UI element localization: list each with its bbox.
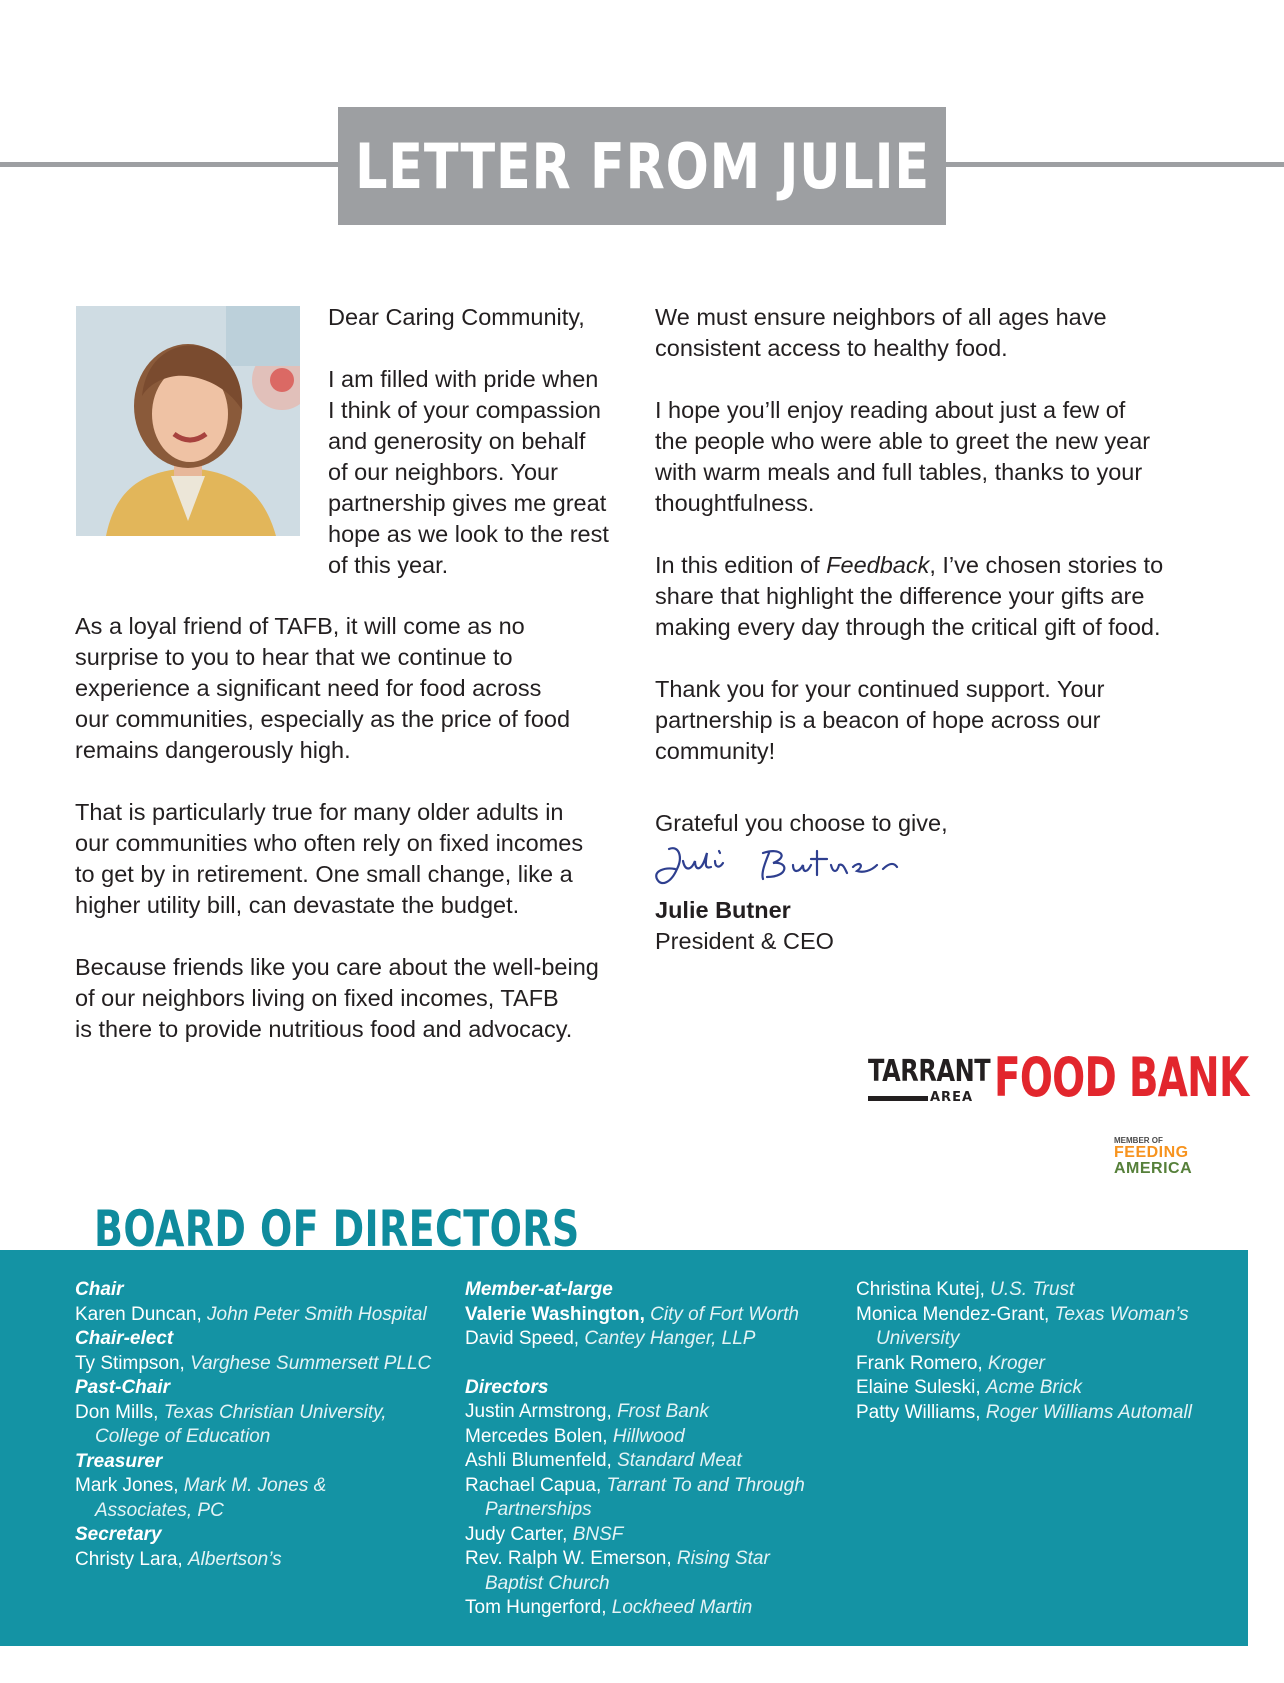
member-name: Tom Hungerford — [465, 1597, 602, 1618]
header-rule-right — [944, 162, 1284, 167]
separator: , — [562, 1523, 573, 1545]
letter-intro — [328, 302, 638, 612]
board-role: Chair-elect — [75, 1328, 174, 1349]
paragraph-thanks — [655, 674, 1215, 767]
fa-member-text: MEMBER OF — [1114, 1136, 1163, 1145]
board-member-org-continued — [856, 1327, 1236, 1352]
separator: , — [601, 1597, 612, 1618]
signature-graphic — [649, 839, 929, 895]
signer-title: President & CEO — [655, 928, 834, 954]
line: hope as we look to the rest — [328, 521, 609, 547]
board-member — [75, 1303, 435, 1328]
board-member — [465, 1400, 825, 1425]
line: I hope you’ll enjoy reading about just a few of — [655, 397, 1126, 423]
board-member — [75, 1548, 435, 1573]
line: surprise to you to hear that we continue to — [75, 644, 513, 670]
member-name: Ashli Blumenfeld — [465, 1450, 607, 1471]
member-name: Christy Lara — [75, 1548, 178, 1570]
line: with warm meals and full tables, thanks to your — [655, 459, 1143, 485]
portrait-photo — [76, 306, 300, 536]
board-role: Chair — [75, 1279, 124, 1300]
member-name: David Speed — [465, 1328, 574, 1349]
board-member — [465, 1303, 825, 1328]
header-banner — [338, 107, 946, 225]
header-rule-left — [0, 162, 340, 167]
line: of our neighbors. Your — [328, 459, 558, 485]
signer-name: Julie Butner — [655, 897, 791, 923]
separator: , — [602, 1425, 613, 1447]
member-name: Monica Mendez-Grant — [856, 1303, 1044, 1325]
member-org: Baptist Church — [485, 1572, 610, 1594]
line: Because friends like you care about the well-being — [75, 954, 599, 980]
board-title: BOARD OF DIRECTORS — [94, 1200, 580, 1258]
member-name: Frank Romero — [856, 1352, 978, 1374]
paragraph-hope — [655, 395, 1215, 519]
letter-column-1 — [75, 611, 645, 1076]
line: As a loyal friend of TAFB, it will come as no — [75, 613, 525, 639]
member-org: Texas Woman’s — [1054, 1303, 1189, 1325]
board-role: Secretary — [75, 1524, 162, 1545]
board-member — [465, 1449, 825, 1474]
member-org: Varghese Summersett PLLC — [190, 1352, 432, 1374]
member-name: Elaine Suleski — [856, 1377, 976, 1398]
separator: , — [595, 1474, 607, 1496]
publication-name: Feedback — [826, 552, 930, 578]
member-name: Rev. Ralph W. Emerson — [465, 1548, 667, 1569]
member-name: Justin Armstrong — [465, 1401, 607, 1422]
separator: , — [639, 1303, 651, 1325]
text: , I’ve chosen stories to — [929, 552, 1164, 578]
board-member — [856, 1278, 1236, 1303]
line: is there to provide nutritious food and advocacy. — [75, 1016, 573, 1042]
line: of our neighbors living on fixed incomes, TAFB — [75, 985, 559, 1011]
separator: , — [666, 1548, 677, 1569]
line: thoughtfulness. — [655, 490, 815, 516]
line: our communities who often rely on fixed incomes — [75, 830, 584, 856]
fa-feeding-text: FEEDING — [1114, 1144, 1189, 1161]
member-name: Ty Stimpson — [75, 1352, 180, 1374]
member-org: Hillwood — [612, 1425, 685, 1447]
logo-bar — [868, 1096, 928, 1101]
line: our communities, especially as the price of food — [75, 706, 571, 732]
line: higher utility bill, can devastate the budget. — [75, 892, 520, 918]
member-org: Texas Christian University, — [163, 1401, 387, 1423]
member-name: Don Mills — [75, 1401, 154, 1423]
fa-america-text: AMERICA — [1114, 1160, 1193, 1177]
logo-tarrant-text: TARRANT — [868, 1054, 991, 1089]
member-org: City of Fort Worth — [650, 1303, 799, 1325]
member-name: Mark Jones — [75, 1475, 174, 1496]
member-org: Rising Star — [676, 1548, 770, 1569]
line: and generosity on behalf — [328, 428, 586, 454]
signature-block — [655, 808, 1215, 957]
separator: , — [975, 1377, 986, 1398]
member-org: Frost Bank — [617, 1401, 709, 1422]
feeding-america-logo — [1114, 1136, 1214, 1188]
page-title: LETTER FROM JULIE — [354, 129, 930, 203]
line: I am filled with pride when — [328, 366, 599, 392]
line: partnership gives me great — [328, 490, 607, 516]
member-name: Patty Williams — [856, 1401, 976, 1423]
paragraph-friends — [75, 952, 645, 1045]
board-member — [465, 1474, 825, 1499]
paragraph-older-adults — [75, 797, 645, 921]
line: experience a significant need for food across — [75, 675, 542, 701]
line: community! — [655, 738, 776, 764]
separator: , — [573, 1328, 585, 1349]
portrait-illustration — [76, 306, 300, 536]
line: remains dangerously high. — [75, 737, 351, 763]
board-member — [465, 1596, 825, 1621]
line: I think of your compassion — [328, 397, 601, 423]
separator: , — [975, 1401, 986, 1423]
line: making every day through the critical gift of food. — [655, 614, 1161, 640]
member-org: Cantey Hanger, LLP — [584, 1328, 756, 1349]
board-role: Directors — [465, 1376, 549, 1398]
line: partnership is a beacon of hope across our — [655, 707, 1101, 733]
member-org: Lockheed Martin — [611, 1597, 753, 1618]
board-member — [75, 1352, 435, 1377]
logo-area-text: AREA — [930, 1090, 974, 1105]
logo-foodbank-text: FOOD BANK — [994, 1046, 1249, 1109]
letter-column-2 — [655, 302, 1215, 798]
member-org: Kroger — [987, 1352, 1046, 1374]
board-member-org-continued — [75, 1425, 435, 1450]
board-member-org-continued — [75, 1499, 435, 1524]
board-member — [75, 1401, 435, 1426]
board-role: Past-Chair — [75, 1377, 171, 1398]
line: share that highlight the difference your gifts are — [655, 583, 1145, 609]
board-member-org-continued — [465, 1498, 825, 1523]
tafb-logo — [868, 1046, 1249, 1110]
salutation: Dear Caring Community, — [328, 304, 585, 330]
board-column-3 — [856, 1278, 1236, 1425]
board-member — [856, 1376, 1236, 1401]
member-org: College of Education — [95, 1426, 271, 1447]
board-member — [465, 1327, 825, 1352]
line: We must ensure neighbors of all ages have — [655, 304, 1107, 330]
member-name: Mercedes Bolen — [465, 1425, 603, 1447]
separator: , — [1043, 1303, 1055, 1325]
member-org: Associates, PC — [95, 1499, 224, 1521]
separator: , — [606, 1401, 618, 1422]
paragraph-ensure — [655, 302, 1215, 364]
member-org: Partnerships — [485, 1499, 592, 1520]
separator: , — [179, 1352, 191, 1374]
separator: , — [977, 1352, 988, 1374]
board-member — [856, 1401, 1236, 1426]
line: the people who were able to greet the new year — [655, 428, 1151, 454]
member-org: Acme Brick — [985, 1377, 1082, 1398]
board-member — [465, 1425, 825, 1450]
member-org: U.S. Trust — [990, 1279, 1075, 1300]
board-column-1 — [75, 1278, 435, 1572]
member-org: Albertson’s — [187, 1548, 282, 1570]
board-member — [465, 1523, 825, 1548]
separator: , — [177, 1548, 188, 1570]
member-name: Christina Kutej — [856, 1279, 980, 1300]
line: That is particularly true for many older adults in — [75, 799, 564, 825]
spacer — [465, 1352, 825, 1376]
closing: Grateful you choose to give, — [655, 810, 948, 836]
line: to get by in retirement. One small change, like a — [75, 861, 573, 887]
board-role: Member-at-large — [465, 1279, 613, 1300]
intro-paragraph — [328, 364, 638, 581]
member-name: Judy Carter — [465, 1523, 563, 1545]
paragraph-feedback — [655, 550, 1215, 643]
member-org: Tarrant To and Through — [606, 1474, 805, 1496]
line: consistent access to healthy food. — [655, 335, 1008, 361]
separator: , — [606, 1450, 618, 1471]
board-member — [856, 1303, 1236, 1328]
paragraph-need — [75, 611, 645, 766]
separator: , — [173, 1475, 184, 1496]
member-org: BNSF — [572, 1523, 624, 1545]
member-name: Karen Duncan — [75, 1303, 197, 1325]
member-org: Roger Williams Automall — [985, 1401, 1192, 1423]
separator: , — [979, 1279, 991, 1300]
member-org: Mark M. Jones & — [183, 1475, 327, 1496]
board-role: Treasurer — [75, 1450, 163, 1472]
separator: , — [196, 1303, 208, 1325]
separator: , — [153, 1401, 164, 1423]
member-org: Standard Meat — [617, 1450, 742, 1471]
board-member-org-continued — [465, 1572, 825, 1597]
member-name: Rachael Capua — [465, 1474, 596, 1496]
board-column-2 — [465, 1278, 825, 1621]
member-org: John Peter Smith Hospital — [207, 1303, 427, 1325]
board-member — [465, 1547, 825, 1572]
member-org: University — [876, 1328, 960, 1349]
board-member — [75, 1474, 435, 1499]
board-member — [856, 1352, 1236, 1377]
text: In this edition of — [655, 552, 827, 578]
line: of this year. — [328, 552, 449, 578]
member-name: Valerie Washington — [465, 1303, 640, 1325]
line: Thank you for your continued support. Your — [655, 676, 1105, 702]
